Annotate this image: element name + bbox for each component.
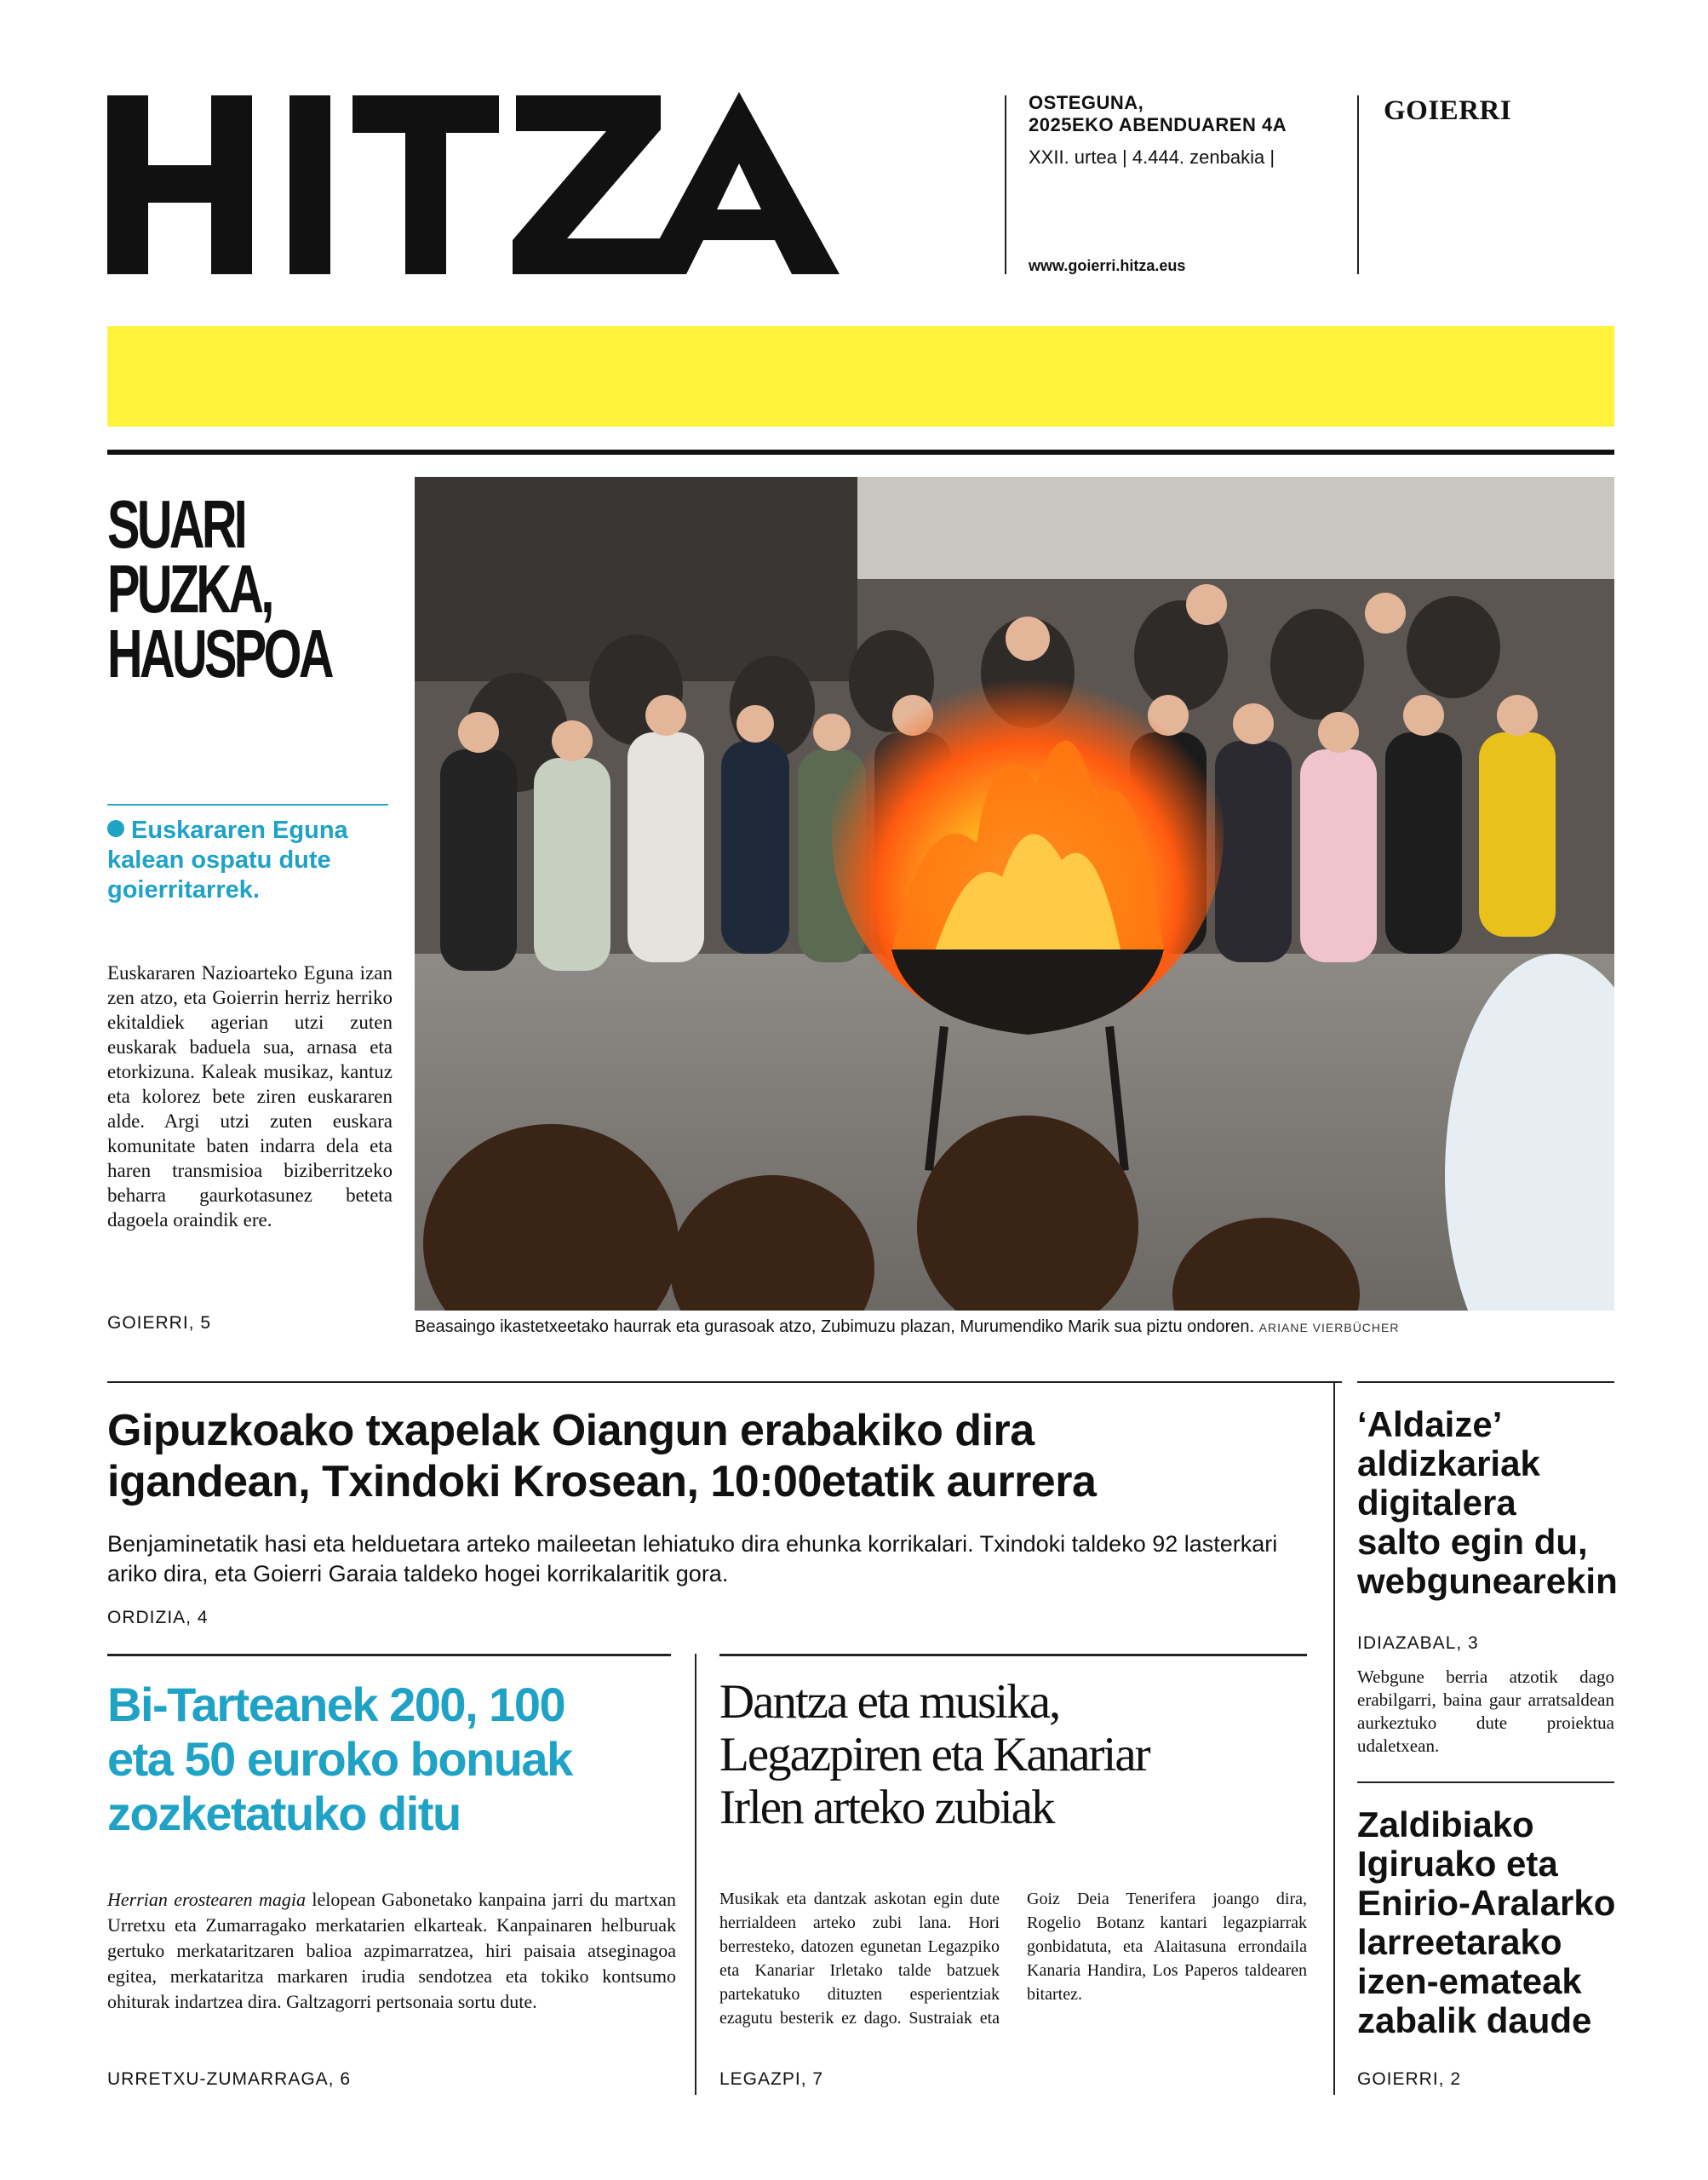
headline-line: Dantza eta musika, — [719, 1675, 1060, 1729]
hitza-logo — [107, 92, 840, 278]
headline-line: Irlen arteko zubiak — [719, 1781, 1054, 1834]
date-line: 2025EKO ABENDUAREN 4A — [1029, 114, 1287, 135]
headline-line: salto egin du, — [1357, 1522, 1588, 1562]
side1-location: IDIAZABAL, 3 — [1357, 1633, 1479, 1653]
lead-headline — [107, 486, 389, 691]
headline-line: webgunearekin — [1357, 1561, 1618, 1601]
side1-body: Webgune berria atzotik dago erabilgarri, baina gaur arratsaldean aurkeztuko dute proiektua udaletxean. — [1357, 1667, 1614, 1756]
headline-line: Legazpiren eta Kanariar — [719, 1728, 1149, 1781]
photo-caption — [415, 1317, 1614, 1338]
story2-headline — [107, 1678, 686, 1841]
masthead-divider — [1357, 95, 1359, 274]
headline-line: Zaldibiako — [1357, 1804, 1534, 1844]
section-rule — [107, 1381, 1342, 1383]
side2-location: GOIERRI, 2 — [1357, 2069, 1462, 2089]
headline-line: aldizkariak — [1357, 1443, 1540, 1483]
headline-line: eta 50 euroko bonuak — [107, 1732, 572, 1786]
section-rule — [107, 1654, 671, 1656]
section-rule — [107, 450, 1614, 455]
edition-label: GOIERRI — [1384, 95, 1512, 126]
headline-line: Gipuzkoako txapelak Oiangun erabakiko dira — [107, 1406, 1035, 1455]
headline-line: Igiruako eta — [1357, 1844, 1558, 1884]
photo-credit: ARIANE VIERBÜCHER — [1258, 1321, 1400, 1334]
issue-date — [1029, 92, 1335, 136]
yellow-banner — [107, 326, 1614, 427]
headline-line: izen-emateak — [1357, 1961, 1582, 2001]
bullet-icon — [107, 820, 124, 837]
lead-photo — [415, 477, 1614, 1311]
column-divider — [1333, 1381, 1335, 2095]
side1-headline — [1357, 1405, 1621, 1601]
headline-line: zozketatuko ditu — [107, 1787, 461, 1840]
story1-location: ORDIZIA, 4 — [107, 1608, 209, 1627]
story2-body — [107, 1887, 676, 2015]
lead-kicker — [107, 816, 397, 905]
date-line: OSTEGUNA, — [1029, 92, 1144, 113]
headline-line: zabalik daude — [1357, 2000, 1592, 2040]
headline-line: digitalera — [1357, 1483, 1516, 1523]
kicker-rule — [107, 804, 388, 806]
section-rule — [1357, 1381, 1614, 1383]
issue-number: XXII. urtea | 4.444. zenbakia | — [1029, 146, 1275, 168]
story3-headline — [719, 1676, 1298, 1834]
headline-line: larreetarako — [1357, 1922, 1562, 1962]
story3-body: Musikak eta dantzak askotan egin dute herrialdeen arteko zubi lana. Hori berresteko, datozen egunetan Legazpiko eta Kanariar Irletako talde batzuek partekatuko dituzten esperientziak ezagutu besterik ez dago. Sustraiak eta Goiz Deia Tenerifera joango dira, Rogelio Botanz kantari legazpiarrak gonbidatuta, eta Alaitasuna errondaila Kanaria Handira, Los Paperos taldearen bitartez. — [719, 1890, 1307, 2028]
headline-line: igandean, Txindoki Krosean, 10:00etatik aurrera — [107, 1457, 1097, 1506]
masthead-divider — [1005, 95, 1006, 274]
section-rule — [1357, 1781, 1614, 1783]
story1-headline — [107, 1405, 1299, 1507]
headline-line: ‘Aldaize’ — [1357, 1404, 1503, 1444]
caption-text: Beasaingo ikastetxeetako haurrak eta gurasoak atzo, Zubimuzu plazan, Murumendiko Marik sua piztu ondoren. — [415, 1317, 1255, 1336]
headline-line: SUARI — [107, 486, 245, 562]
story2-location: URRETXU-ZUMARRAGA, 6 — [107, 2069, 352, 2089]
column-divider — [695, 1654, 696, 2095]
story1-summary: Benjaminetatik hasi eta helduetara arteko maileetan lehiatuko dira ehunka korrikalari. Txindoki taldeko 92 lasterkari ariko dira, eta Goierri Garaia taldeko hogei korrikalaritik gora. — [107, 1531, 1278, 1586]
headline-line: HAUSPOA — [107, 616, 331, 691]
kicker-text: Euskararen Eguna kalean ospatu dute goierritarrek. — [107, 817, 348, 904]
body-emphasis: Herrian erostearen magia — [107, 1889, 307, 1910]
website-link[interactable]: www.goierri.hitza.eus — [1029, 257, 1186, 274]
body-text: lelopean Gabonetako kanpaina jarri du martxan Urretxu eta Zumarragako merkatarien elkarteak. Kanpainaren helburuak gertuko merkataritzaren balioa azpimarratzea, hiri paisaia atseginagoa egitea, merkataritza markaren irudia sendotzea eta tokiko kontsumo ohiturak indartzea dira. Galtzagorri pertsonaia sortu dute. — [107, 1889, 676, 2012]
lead-body: Euskararen Nazioarteko Eguna izan zen atzo, eta Goierrin herriz herriko ekitaldiek agerian utzi zuten euskarak baduela sua, arnasa eta etorkizuna. Kaleak musikaz, kantuz eta kolorez bete ziren euskararen alde. Argi utzi zuten euskara komunitate baten indarra dela eta haren transmisioa biziberritzeko beharra gaurkotasunez beteta dagoela oraindik ere. — [107, 962, 393, 1231]
headline-line: Bi-Tarteanek 200, 100 — [107, 1678, 565, 1731]
headline-line: Enirio-Aralarko — [1357, 1883, 1616, 1923]
side2-headline — [1357, 1805, 1621, 2040]
headline-line: PUZKA, — [107, 551, 272, 627]
section-rule — [719, 1654, 1307, 1656]
lead-location: GOIERRI, 5 — [107, 1313, 212, 1333]
story3-location: LEGAZPI, 7 — [719, 2069, 824, 2089]
